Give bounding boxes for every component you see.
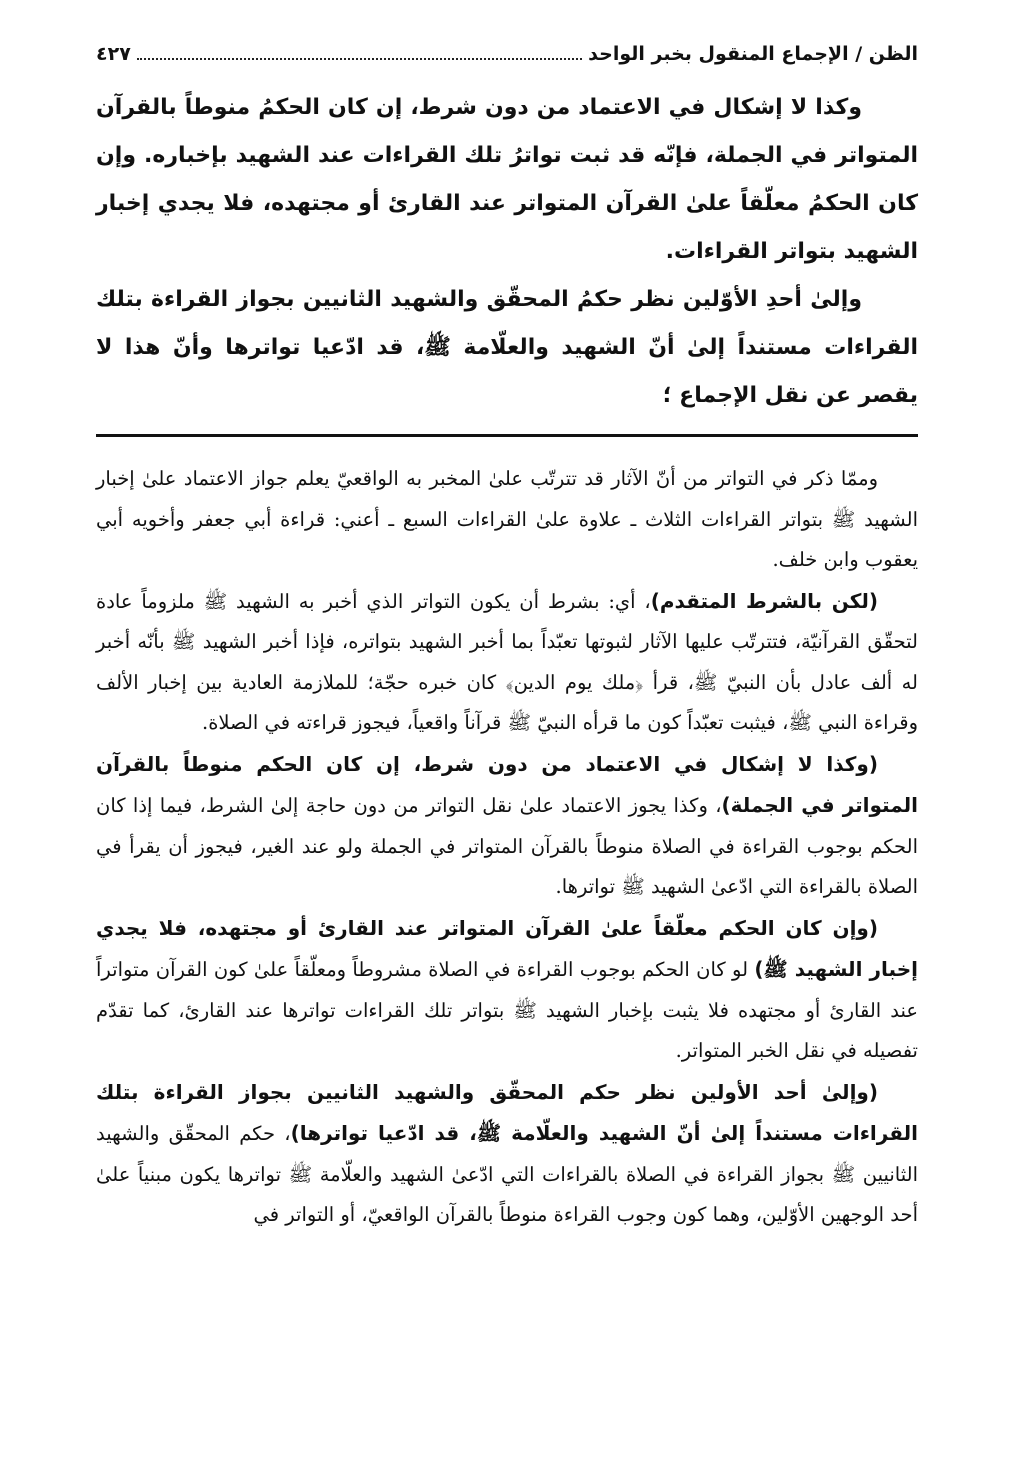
quoted-matn: (لكن بالشرط المتقدم): [650, 588, 879, 613]
quoted-matn: (وكذا لا إشكال في الاعتماد من دون شرط، إن كان الحكم منوطاً بالقرآن المتواتر في الجملة): [96, 751, 918, 817]
section-divider: [96, 434, 918, 437]
running-header: [96, 34, 918, 74]
matn-paragraph: وإلىٰ أحدِ الأوّلين نظر حكمُ المحقّق والشهيد الثانيين بجواز القراءة بتلك القراءات مستنداً إلىٰ أنّ الشهيد والعلّامة ﷺ، قد ادّعيا تواترها وأنّ هذا لا يقصر عن نقل الإجماع ؛: [96, 287, 918, 408]
quoted-matn: (وإن كان الحكم معلّقاً علىٰ القرآن المتواتر عند القارئ أو مجتهده، فلا يجدي إخبار الشهيد ﷺ): [96, 915, 918, 981]
book-page: [96, 34, 918, 1236]
commentary-text-run: ، أي: بشرط أن يكون التواتر الذي أخبر به الشهيد ﷺ ملزوماً عادة لتحقّق القرآنيّة، فتترتّب عليها الآثار لثبوتها تعبّداً بما أخبر الشهيد بتواتره، فإذا أخبر الشهيد ﷺ بأنّه أخبر له ألف عادل بأن النبيّ ﷺ، قرأ ﴿ملك يوم الدين﴾ كان خبره حجّة؛ للملازمة العادية بين إخبار الألف وقراءة النبي ﷺ، فيثبت تعبّداً كون ما قرأه النبيّ ﷺ قرآناً واقعياً، فيجوز قراءته في الصلاة.: [96, 589, 918, 734]
header-title: الظن / الإجماع المنقول بخبر الواحد: [588, 43, 918, 65]
header-dotted-leader: [137, 58, 582, 60]
commentary-paragraph: [96, 908, 918, 1072]
commentary-paragraph: [96, 1072, 918, 1236]
commentary-paragraph: [96, 581, 918, 744]
matn-text: [96, 84, 918, 420]
quoted-matn: (وإلىٰ أحد الأولين نظر حكم المحقّق والشهيد الثانيين بجواز القراءة بتلك القراءات مستنداً إلىٰ أنّ الشهيد والعلّامة ﷺ، قد ادّعيا تواترها): [96, 1079, 918, 1145]
commentary-text-run: ، وكذا يجوز الاعتماد علىٰ نقل التواتر من دون حاجة إلىٰ الشرط، فيما إذا كان الحكم بوجوب القراءة في الصلاة منوطاً بالقرآن المتواتر في الجملة ولو عند الغير، فيجوز أن يقرأ في الصلاة بالقراءة التي ادّعىٰ الشهيد ﷺ تواترها.: [96, 794, 918, 898]
matn-paragraph: وكذا لا إشكال في الاعتماد من دون شرط، إن كان الحكمُ منوطاً بالقرآن المتواتر في الجملة، فإنّه قد ثبت تواترُ تلك القراءات عند الشهيد بإخباره. وإن كان الحكمُ معلّقاً علىٰ القرآن المتواتر عند القارئ أو مجتهده، فلا يجدي إخبار الشهيد بتواتر القراءات.: [96, 95, 918, 264]
commentary-text-run: ، حكم المحقّق والشهيد الثانيين ﷺ بجواز القراءة في الصلاة بالقراءات التي ادّعىٰ الشهيد والعلّامة ﷺ تواترها يكون مبنياً علىٰ أحد الوجهين الأوّلين، وهما كون وجوب القراءة منوطاً بالقرآن الواقعيّ، أو التواتر في: [96, 1122, 918, 1226]
commentary-text-run: وممّا ذكر في التواتر من أنّ الآثار قد تترتّب علىٰ المخبر به الواقعيّ يعلم جواز الاعتماد علىٰ إخبار الشهيد ﷺ بتواتر القراءات الثلاث ـ علاوة علىٰ القراءات السبع ـ أعني: قراءة أبي جعفر وأخويه أبي يعقوب وابن خلف.: [96, 467, 918, 571]
commentary-text-run: لو كان الحكم بوجوب القراءة في الصلاة مشروطاً ومعلّقاً علىٰ كون القرآن متواتراً عند القارئ أو مجتهده فلا يثبت بإخبار الشهيد ﷺ بتواتر تلك القراءات تواترها عند القارئ، كما تقدّم تفصيله في نقل الخبر المتواتر.: [96, 958, 918, 1062]
commentary-paragraph: [96, 459, 918, 581]
commentary-paragraph: [96, 744, 918, 908]
commentary-text: [96, 459, 918, 1236]
page-number: ٤٢٧: [96, 43, 131, 65]
